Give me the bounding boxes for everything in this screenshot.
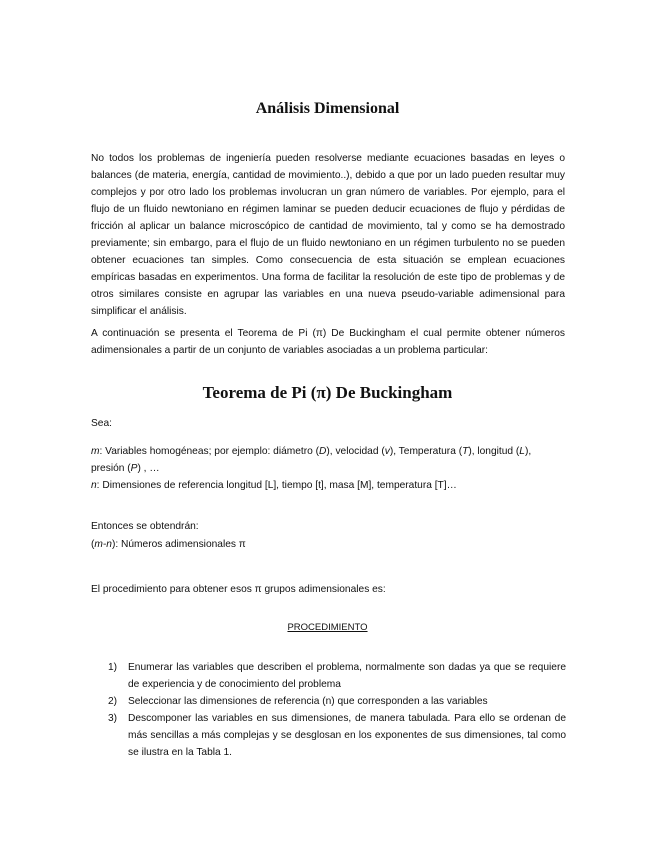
mn-line: (m-n): Números adimensionales π [91,539,246,550]
procedure-intro: El procedimiento para obtener esos π grupos adimensionales es: [91,584,386,595]
step-text: Enumerar las variables que describen el problema, normalmente son dadas ya que se requiere de experiencia y de conocimiento del problema [128,662,566,690]
intro-paragraph: No todos los problemas de ingeniería pueden resolverse mediante ecuaciones basadas en leyes o balances (de materia, energía, cantidad de movimiento..), debido a que por un lado pueden resultar muy complejos y por otro lado los problemas involucran un gran número de variables. Por ejemplo, para el flujo de un fluido newtoniano en régimen laminar se pueden deducir ecuaciones de flujo y pérdidas de fricción al aplicar un balance microscópico de cantidad de movimiento, tal y como se ha demostrado previamente; sin embargo, para el flujo de un fluido newtoniano en un régimen turbulento no se pueden obtener ecuaciones tan simples. Como consecuencia de esta situación se emplean ecuaciones empíricas basadas en experimentos. Una forma de facilitar la resolución de este tipo de problemas y de otros similares consiste en agrupar las variables en una nueva pseudo-variable adimensional para simplificar el análisis. [91,153,565,317]
m-definition-line-2 [91,460,565,477]
list-item [108,710,566,761]
var-t: T [462,446,469,457]
m-text-g: ) , … [137,463,160,474]
entonces-line: Entonces se obtendrán: [91,521,199,532]
list-item [108,659,566,693]
procedure-heading: PROCEDIMIENTO [287,622,368,633]
step-number: 1) [108,662,118,673]
m-text-c: ), Temperatura ( [389,446,463,457]
var-d: D [319,446,327,457]
step-text: Descomponer las variables en sus dimensiones, de manera tabulada. Para ello se ordenan de más sencillas a más complejas y se desglosan en los exponentes de sus dimensiones, tal como se ilustra en la Tabla 1. [128,713,566,758]
mn-var: m-n [94,539,112,550]
theorem-title: Teorema de Pi (π) De Buckingham [202,383,453,402]
step-number: 2) [108,696,118,707]
step-number: 3) [108,713,118,724]
var-l: L [519,446,525,457]
m-definition-line-1 [91,443,565,460]
m-text-a: : Variables homogéneas; por ejemplo: diámetro ( [99,446,320,457]
n-var: n [91,480,97,491]
var-p: P [130,463,138,474]
sea-label: Sea: [91,418,112,429]
mn-text: : Números adimensionales π [115,539,246,550]
m-text-e: ), [524,446,532,457]
step-text: Seleccionar las dimensiones de referencia (n) que corresponden a las variables [128,696,488,707]
m-text-b: ), velocidad ( [326,446,385,457]
m-text-d: ), longitud ( [468,446,520,457]
m-var: m [91,446,100,457]
m-text-f: presión ( [91,463,131,474]
procedure-steps [108,659,566,761]
page-title: Análisis Dimensional [255,100,400,117]
n-text: : Dimensiones de referencia longitud [L], tiempo [t], masa [M], temperatura [T]… [96,480,457,491]
list-item [108,693,566,710]
n-definition-line [91,477,565,494]
var-v: v [384,446,390,457]
second-paragraph: A continuación se presenta el Teorema de Pi (π) De Buckingham el cual permite obtener números adimensionales a partir de un conjunto de variables asociadas a un problema particular: [91,328,565,356]
